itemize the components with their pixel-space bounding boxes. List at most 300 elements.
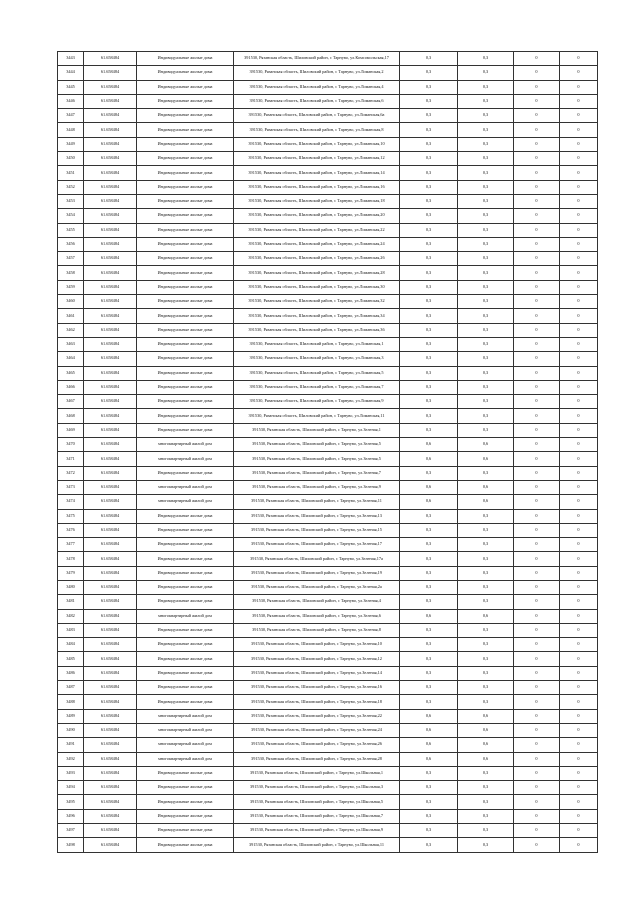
value-2-cell: 0,3: [458, 423, 514, 437]
value-4-cell: 0: [560, 223, 598, 237]
value-2-cell: 0,3: [458, 766, 514, 780]
value-3-cell: 0: [514, 438, 560, 452]
value-3-cell: 0: [514, 152, 560, 166]
value-3-cell: 0: [514, 623, 560, 637]
row-number-cell: 3461: [58, 309, 84, 323]
value-3-cell: 0: [514, 380, 560, 394]
value-3-cell: 0: [514, 109, 560, 123]
row-number-cell: 3471: [58, 452, 84, 466]
value-1-cell: 0,3: [400, 623, 458, 637]
address-text: 391530, Рязанская область, Шиловский район, с Тарнуво, ул.Ломанская,24: [248, 241, 385, 247]
value-3-cell: 0: [514, 580, 560, 594]
value-1-cell: 0,3: [400, 52, 458, 66]
table-row: [58, 237, 598, 251]
table-row: [58, 280, 598, 294]
row-number-cell: 3458: [58, 266, 84, 280]
value-3-cell: 0: [514, 237, 560, 251]
address-text: 391530, Рязанская область, Шиловский район, с Тарнуво, ул.Зеленая,8: [252, 627, 381, 633]
row-number-cell: 3486: [58, 666, 84, 680]
value-4-cell: 0: [560, 109, 598, 123]
table-row: [58, 409, 598, 423]
address-text: 391530, Рязанская область, Шиловский район, с Тарнуво, ул.Зеленая,4: [252, 598, 381, 604]
address-text: 391530, Рязанская область, Шиловский район, с Тарнуво, ул.Школьная,11: [248, 841, 385, 847]
address-text: 391530, Рязанская область, Шиловский район, с Тарнуво, ул.Ломанская,22: [248, 226, 385, 232]
value-2-cell: 0,6: [458, 709, 514, 723]
address-text: 391530, Рязанская область, Шиловский район, с Тарнуво, ул.Ломанская,16: [248, 183, 385, 189]
building-type-cell: Индивидуальные жилые дома: [137, 824, 234, 838]
value-3-cell: 0: [514, 409, 560, 423]
address-text: 391530, Рязанская область, Шиловский район, с Тарнуво, ул.Зеленая,22: [251, 712, 382, 718]
building-type-cell: Индивидуальные жилые дома: [137, 580, 234, 594]
table-row: [58, 266, 598, 280]
value-3-cell: 0: [514, 366, 560, 380]
value-4-cell: 0: [560, 166, 598, 180]
address-cell: [234, 781, 400, 795]
value-1-cell: 0,3: [400, 652, 458, 666]
value-1-cell: 0,3: [400, 223, 458, 237]
row-number-cell: 3457: [58, 252, 84, 266]
value-1-cell: 0,3: [400, 323, 458, 337]
value-2-cell: 0,3: [458, 223, 514, 237]
value-4-cell: 0: [560, 423, 598, 437]
address-cell: [234, 638, 400, 652]
address-cell: [234, 66, 400, 80]
address-cell: [234, 252, 400, 266]
value-2-cell: 0,6: [458, 609, 514, 623]
building-type-cell: Индивидуальные жилые дома: [137, 552, 234, 566]
value-2-cell: 0,6: [458, 752, 514, 766]
address-cell: [234, 795, 400, 809]
code-cell: 61.658484: [84, 809, 137, 823]
value-3-cell: 0: [514, 423, 560, 437]
value-3-cell: 0: [514, 795, 560, 809]
address-cell: [234, 337, 400, 351]
code-cell: 61.658484: [84, 166, 137, 180]
row-number-cell: 3484: [58, 638, 84, 652]
table-row: [58, 209, 598, 223]
code-cell: 61.658484: [84, 466, 137, 480]
address-text: 391530, Рязанская область, Шиловский район, с Тарнуво, ул.Ломанская,5: [249, 369, 384, 375]
code-cell: 61.658484: [84, 52, 137, 66]
address-cell: [234, 523, 400, 537]
value-4-cell: 0: [560, 266, 598, 280]
code-cell: 61.658484: [84, 781, 137, 795]
address-cell: [234, 480, 400, 494]
table-row: [58, 538, 598, 552]
value-1-cell: 0,6: [400, 452, 458, 466]
value-3-cell: 0: [514, 566, 560, 580]
address-cell: [234, 323, 400, 337]
row-number-cell: 3460: [58, 295, 84, 309]
table-row: [58, 309, 598, 323]
table-row: [58, 52, 598, 66]
code-cell: 61.658484: [84, 795, 137, 809]
row-number-cell: 3492: [58, 752, 84, 766]
address-text: 391530, Рязанская область, Шиловский район, с Тарнуво, ул.Зеленая,5: [252, 455, 381, 461]
address-text: 391530, Рязанская область, Шиловский район, с Тарнуво, ул.Зеленая,2а: [251, 584, 382, 590]
code-cell: 61.658484: [84, 609, 137, 623]
address-text: 391530, Рязанская область, Шиловский район, с Тарнуво, ул.Школьная,5: [249, 798, 384, 804]
value-3-cell: 0: [514, 194, 560, 208]
value-4-cell: 0: [560, 395, 598, 409]
value-1-cell: 0,3: [400, 781, 458, 795]
value-1-cell: 0,6: [400, 752, 458, 766]
value-4-cell: 0: [560, 638, 598, 652]
value-1-cell: 0,3: [400, 237, 458, 251]
value-2-cell: 0,3: [458, 366, 514, 380]
value-1-cell: 0,3: [400, 194, 458, 208]
value-2-cell: 0,3: [458, 595, 514, 609]
code-cell: 61.658484: [84, 109, 137, 123]
value-3-cell: 0: [514, 666, 560, 680]
building-type-cell: Индивидуальные жилые дома: [137, 423, 234, 437]
value-2-cell: 0,3: [458, 695, 514, 709]
code-cell: 61.658484: [84, 738, 137, 752]
code-cell: 61.658484: [84, 194, 137, 208]
address-text: 391530, Рязанская область, Шиловский район, с Тарнуво, ул.Ломанская,9: [249, 398, 384, 404]
table-row: [58, 766, 598, 780]
value-3-cell: 0: [514, 466, 560, 480]
row-number-cell: 3454: [58, 209, 84, 223]
value-4-cell: 0: [560, 295, 598, 309]
table-row: [58, 509, 598, 523]
row-number-cell: 3468: [58, 409, 84, 423]
building-type-cell: Индивидуальные жилые дома: [137, 566, 234, 580]
value-4-cell: 0: [560, 681, 598, 695]
address-cell: [234, 595, 400, 609]
value-3-cell: 0: [514, 552, 560, 566]
code-cell: 61.658484: [84, 595, 137, 609]
value-4-cell: 0: [560, 66, 598, 80]
value-1-cell: 0,3: [400, 566, 458, 580]
row-number-cell: 3498: [58, 838, 84, 852]
value-1-cell: 0,3: [400, 695, 458, 709]
row-number-cell: 3493: [58, 766, 84, 780]
table-row: [58, 681, 598, 695]
row-number-cell: 3483: [58, 623, 84, 637]
value-4-cell: 0: [560, 180, 598, 194]
address-cell: [234, 580, 400, 594]
value-4-cell: 0: [560, 652, 598, 666]
value-1-cell: 0,3: [400, 337, 458, 351]
value-2-cell: 0,3: [458, 666, 514, 680]
address-cell: [234, 209, 400, 223]
code-cell: 61.658484: [84, 709, 137, 723]
value-4-cell: 0: [560, 438, 598, 452]
address-cell: [234, 566, 400, 580]
code-cell: 61.658484: [84, 180, 137, 194]
value-3-cell: 0: [514, 766, 560, 780]
address-cell: [234, 123, 400, 137]
address-cell: [234, 552, 400, 566]
value-3-cell: 0: [514, 738, 560, 752]
value-2-cell: 0,3: [458, 123, 514, 137]
row-number-cell: 3477: [58, 538, 84, 552]
row-number-cell: 3482: [58, 609, 84, 623]
value-1-cell: 0,3: [400, 809, 458, 823]
building-type-cell: многоквартирный жилой дом: [137, 438, 234, 452]
value-3-cell: 0: [514, 452, 560, 466]
address-cell: [234, 752, 400, 766]
value-1-cell: 0,3: [400, 523, 458, 537]
address-cell: [234, 652, 400, 666]
code-cell: 61.658484: [84, 666, 137, 680]
address-text: 391530, Рязанская область, Шиловский район, с Тарнуво, ул.Зеленая,9: [252, 484, 381, 490]
code-cell: 61.658484: [84, 438, 137, 452]
address-cell: [234, 152, 400, 166]
value-4-cell: 0: [560, 495, 598, 509]
value-3-cell: 0: [514, 323, 560, 337]
address-cell: [234, 824, 400, 838]
value-3-cell: 0: [514, 337, 560, 351]
table-row: [58, 609, 598, 623]
building-type-cell: Индивидуальные жилые дома: [137, 166, 234, 180]
value-2-cell: 0,3: [458, 380, 514, 394]
building-type-cell: Индивидуальные жилые дома: [137, 237, 234, 251]
table-row: [58, 809, 598, 823]
value-1-cell: 0,6: [400, 709, 458, 723]
code-cell: 61.658484: [84, 223, 137, 237]
code-cell: 61.658484: [84, 580, 137, 594]
value-4-cell: 0: [560, 809, 598, 823]
building-type-cell: Индивидуальные жилые дома: [137, 395, 234, 409]
value-1-cell: 0,6: [400, 438, 458, 452]
code-cell: 61.658484: [84, 252, 137, 266]
row-number-cell: 3465: [58, 366, 84, 380]
value-3-cell: 0: [514, 166, 560, 180]
value-4-cell: 0: [560, 752, 598, 766]
address-cell: [234, 838, 400, 852]
address-cell: [234, 366, 400, 380]
table-row: [58, 752, 598, 766]
value-1-cell: 0,3: [400, 766, 458, 780]
code-cell: 61.658484: [84, 523, 137, 537]
value-1-cell: 0,3: [400, 409, 458, 423]
table-row: [58, 695, 598, 709]
data-table-sheet: [57, 51, 589, 853]
row-number-cell: 3456: [58, 237, 84, 251]
address-cell: [234, 681, 400, 695]
table-row: [58, 438, 598, 452]
address-text: 391530, Рязанская область, Шиловский район, с Тарнуво, ул.Ломанская,3: [249, 355, 384, 361]
value-2-cell: 0,3: [458, 566, 514, 580]
value-2-cell: 0,6: [458, 452, 514, 466]
address-text: 391530, Рязанская область, Шиловский район, с Тарнуво, ул.Ломанская,2: [249, 69, 384, 75]
code-cell: 61.658484: [84, 723, 137, 737]
row-number-cell: 3459: [58, 280, 84, 294]
code-cell: 61.658484: [84, 266, 137, 280]
code-cell: 61.658484: [84, 752, 137, 766]
code-cell: 61.658484: [84, 766, 137, 780]
value-3-cell: 0: [514, 52, 560, 66]
value-1-cell: 0,3: [400, 180, 458, 194]
address-cell: [234, 109, 400, 123]
row-number-cell: 3472: [58, 466, 84, 480]
row-number-cell: 3466: [58, 380, 84, 394]
address-text: 391530, Рязанская область, Шиловский район, с Тарнуво, ул.Ломанская,32: [248, 298, 385, 304]
code-cell: 61.658484: [84, 509, 137, 523]
value-4-cell: 0: [560, 723, 598, 737]
row-number-cell: 3450: [58, 152, 84, 166]
value-3-cell: 0: [514, 824, 560, 838]
code-cell: 61.658484: [84, 452, 137, 466]
value-1-cell: 0,6: [400, 480, 458, 494]
building-type-cell: Индивидуальные жилые дома: [137, 766, 234, 780]
value-1-cell: 0,6: [400, 738, 458, 752]
building-type-cell: Индивидуальные жилые дома: [137, 252, 234, 266]
value-1-cell: 0,3: [400, 509, 458, 523]
address-text: 391530, Рязанская область, Шиловский район, с Тарнуво, ул.Ломанская,12: [248, 155, 385, 161]
row-number-cell: 3487: [58, 681, 84, 695]
table-row: [58, 323, 598, 337]
value-2-cell: 0,3: [458, 795, 514, 809]
code-cell: 61.658484: [84, 309, 137, 323]
row-number-cell: 3490: [58, 723, 84, 737]
building-type-cell: Индивидуальные жилые дома: [137, 180, 234, 194]
value-3-cell: 0: [514, 280, 560, 294]
building-type-cell: Индивидуальные жилые дома: [137, 352, 234, 366]
value-1-cell: 0,3: [400, 795, 458, 809]
building-type-cell: Индивидуальные жилые дома: [137, 52, 234, 66]
value-4-cell: 0: [560, 94, 598, 108]
row-number-cell: 3446: [58, 94, 84, 108]
building-type-cell: Индивидуальные жилые дома: [137, 323, 234, 337]
value-2-cell: 0,3: [458, 295, 514, 309]
value-4-cell: 0: [560, 452, 598, 466]
code-cell: 61.658484: [84, 480, 137, 494]
table-row: [58, 152, 598, 166]
row-number-cell: 3478: [58, 552, 84, 566]
building-type-cell: Индивидуальные жилые дома: [137, 695, 234, 709]
building-type-cell: Индивидуальные жилые дома: [137, 94, 234, 108]
value-1-cell: 0,3: [400, 309, 458, 323]
code-cell: 61.658484: [84, 552, 137, 566]
address-cell: [234, 738, 400, 752]
row-number-cell: 3467: [58, 395, 84, 409]
table-row: [58, 252, 598, 266]
table-body: [58, 52, 598, 853]
row-number-cell: 3488: [58, 695, 84, 709]
value-1-cell: 0,6: [400, 609, 458, 623]
code-cell: 61.658484: [84, 380, 137, 394]
value-4-cell: 0: [560, 337, 598, 351]
table-row: [58, 480, 598, 494]
value-3-cell: 0: [514, 123, 560, 137]
value-3-cell: 0: [514, 652, 560, 666]
row-number-cell: 3474: [58, 495, 84, 509]
address-cell: [234, 380, 400, 394]
building-type-cell: Индивидуальные жилые дома: [137, 509, 234, 523]
value-1-cell: 0,3: [400, 123, 458, 137]
address-cell: [234, 452, 400, 466]
address-cell: [234, 809, 400, 823]
table-row: [58, 94, 598, 108]
address-cell: [234, 466, 400, 480]
value-4-cell: 0: [560, 609, 598, 623]
building-type-cell: Индивидуальные жилые дома: [137, 366, 234, 380]
table-row: [58, 595, 598, 609]
address-cell: [234, 666, 400, 680]
value-1-cell: 0,3: [400, 266, 458, 280]
value-2-cell: 0,6: [458, 480, 514, 494]
table-row: [58, 652, 598, 666]
value-4-cell: 0: [560, 552, 598, 566]
address-text: 391530, Рязанская область, Шиловский район, с Тарнуво, ул.Комсомольская,17: [244, 55, 389, 61]
value-2-cell: 0,3: [458, 137, 514, 151]
value-3-cell: 0: [514, 838, 560, 852]
row-number-cell: 3463: [58, 337, 84, 351]
address-text: 391530, Рязанская область, Шиловский район, с Тарнуво, ул.Ломанская,10: [248, 140, 385, 146]
address-cell: [234, 409, 400, 423]
value-2-cell: 0,6: [458, 438, 514, 452]
address-text: 391530, Рязанская область, Шиловский район, с Тарнуво, ул.Ломанская,26: [248, 255, 385, 261]
value-2-cell: 0,3: [458, 209, 514, 223]
building-type-cell: Индивидуальные жилые дома: [137, 681, 234, 695]
table-row: [58, 552, 598, 566]
address-cell: [234, 438, 400, 452]
value-2-cell: 0,3: [458, 280, 514, 294]
building-type-cell: Индивидуальные жилые дома: [137, 280, 234, 294]
address-text: 391530, Рязанская область, Шиловский район, с Тарнуво, ул.Ломанская,34: [248, 312, 385, 318]
address-cell: [234, 52, 400, 66]
value-2-cell: 0,3: [458, 395, 514, 409]
value-2-cell: 0,3: [458, 94, 514, 108]
value-4-cell: 0: [560, 838, 598, 852]
address-cell: [234, 309, 400, 323]
address-text: 391530, Рязанская область, Шиловский район, с Тарнуво, ул.Ломанская,30: [248, 283, 385, 289]
value-3-cell: 0: [514, 681, 560, 695]
building-type-cell: Индивидуальные жилые дома: [137, 80, 234, 94]
code-cell: 61.658484: [84, 538, 137, 552]
value-4-cell: 0: [560, 523, 598, 537]
table-row: [58, 223, 598, 237]
value-4-cell: 0: [560, 666, 598, 680]
table-row: [58, 109, 598, 123]
building-type-cell: Индивидуальные жилые дома: [137, 309, 234, 323]
address-text: 391530, Рязанская область, Шиловский район, с Тарнуво, ул.Ломанская,7: [249, 384, 384, 390]
value-1-cell: 0,3: [400, 366, 458, 380]
value-1-cell: 0,3: [400, 166, 458, 180]
value-2-cell: 0,3: [458, 109, 514, 123]
building-type-cell: многоквартирный жилой дом: [137, 752, 234, 766]
value-1-cell: 0,3: [400, 152, 458, 166]
table-row: [58, 566, 598, 580]
value-4-cell: 0: [560, 509, 598, 523]
address-text: 391530, Рязанская область, Шиловский район, с Тарнуво, ул.Зеленая,24: [251, 727, 382, 733]
building-type-cell: Индивидуальные жилые дома: [137, 295, 234, 309]
value-1-cell: 0,3: [400, 838, 458, 852]
value-3-cell: 0: [514, 638, 560, 652]
address-text: 391530, Рязанская область, Шиловский район, с Тарнуво, ул.Зеленая,28: [251, 755, 382, 761]
building-type-cell: Индивидуальные жилые дома: [137, 623, 234, 637]
row-number-cell: 3462: [58, 323, 84, 337]
table-row: [58, 423, 598, 437]
address-cell: [234, 723, 400, 737]
building-type-cell: Индивидуальные жилые дома: [137, 337, 234, 351]
value-3-cell: 0: [514, 709, 560, 723]
row-number-cell: 3451: [58, 166, 84, 180]
value-4-cell: 0: [560, 280, 598, 294]
table-row: [58, 352, 598, 366]
value-1-cell: 0,3: [400, 94, 458, 108]
table-row: [58, 194, 598, 208]
value-2-cell: 0,6: [458, 738, 514, 752]
address-cell: [234, 538, 400, 552]
row-number-cell: 3495: [58, 795, 84, 809]
code-cell: 61.658484: [84, 638, 137, 652]
value-1-cell: 0,3: [400, 137, 458, 151]
address-cell: [234, 295, 400, 309]
